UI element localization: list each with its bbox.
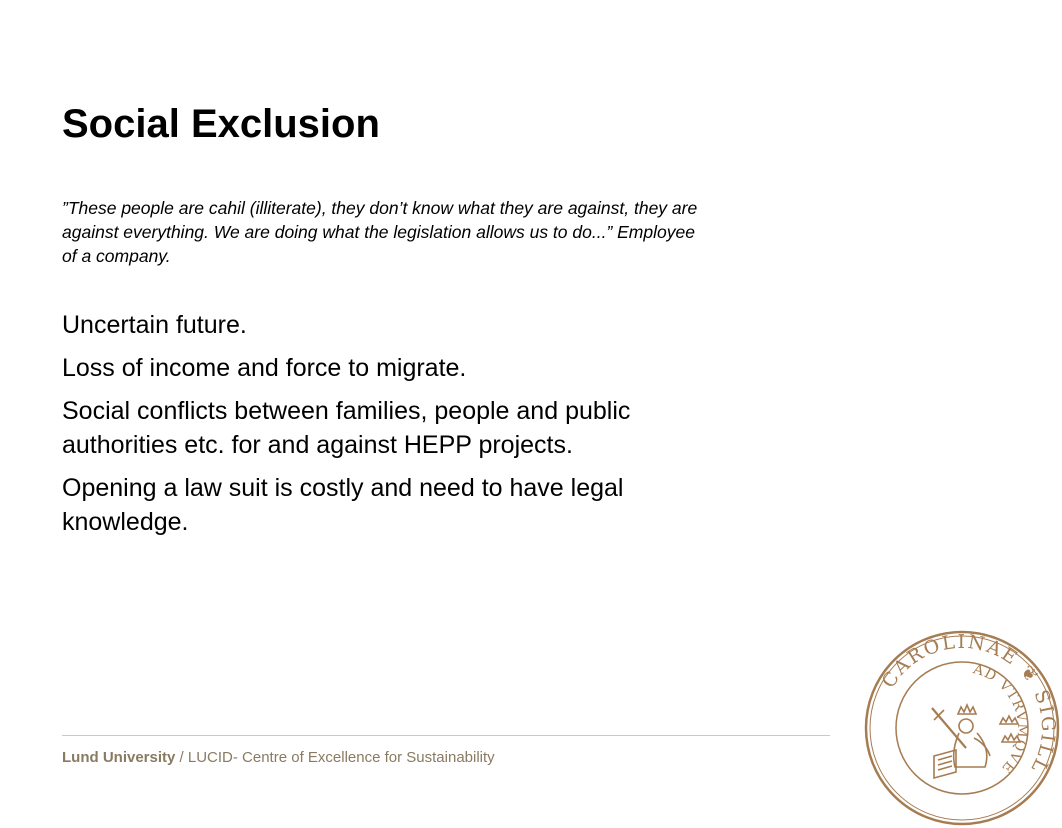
bullet-item: Uncertain future. bbox=[62, 311, 247, 339]
slide-title: Social Exclusion bbox=[62, 102, 380, 146]
bullet-item: Social conflicts between families, people and public authorities etc. for and against HEPP projects. bbox=[62, 397, 631, 459]
bullet-item: Loss of income and force to migrate. bbox=[62, 354, 467, 382]
svg-text:AD VTRVMQVE: AD VTRVMQVE bbox=[971, 661, 1031, 777]
university-seal-icon bbox=[862, 628, 1060, 778]
footer-separator: / bbox=[175, 749, 188, 766]
svg-text:CAROLINAE ❦ SIGILL: CAROLINAE ❦ SIGILL bbox=[877, 630, 1060, 778]
footer-university: Lund University bbox=[62, 749, 176, 766]
bullet-list bbox=[62, 308, 672, 548]
footer-divider bbox=[62, 735, 830, 736]
footer-department: LUCID- Centre of Excellence for Sustainability bbox=[187, 749, 495, 766]
quote-text: ”These people are cahil (illiterate), they don’t know what they are against, they are against everything. We are doing what the legislation allows us to do...” Employee of a company. bbox=[62, 198, 698, 266]
footer bbox=[62, 748, 495, 768]
bullet-item: Opening a law suit is costly and need to have legal knowledge. bbox=[62, 474, 624, 536]
